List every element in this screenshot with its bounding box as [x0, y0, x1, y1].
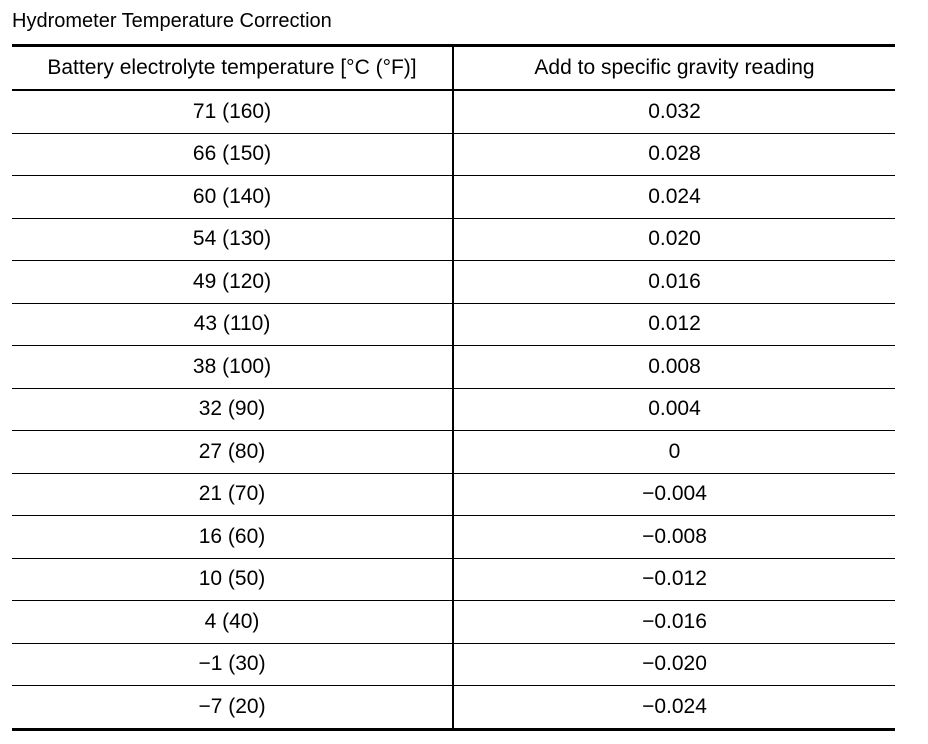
correction-cell: 0.004: [453, 388, 895, 431]
table-row: [12, 516, 895, 559]
correction-cell: 0.012: [453, 303, 895, 346]
temperature-cell: −1 (30): [12, 643, 453, 686]
table-row: [12, 303, 895, 346]
temperature-cell: 60 (140): [12, 176, 453, 219]
table-row: [12, 261, 895, 304]
header-correction: Add to specific gravity reading: [453, 46, 895, 91]
header-temperature: Battery electrolyte temperature [°C (°F)]: [12, 46, 453, 91]
document-title: Hydrometer Temperature Correction: [12, 10, 332, 32]
temperature-cell: 10 (50): [12, 558, 453, 601]
correction-cell: 0.024: [453, 176, 895, 219]
correction-cell: −0.016: [453, 601, 895, 644]
table-row: [12, 176, 895, 219]
correction-cell: −0.004: [453, 473, 895, 516]
correction-cell: −0.024: [453, 686, 895, 730]
temperature-cell: 32 (90): [12, 388, 453, 431]
temperature-cell: 21 (70): [12, 473, 453, 516]
temperature-cell: 54 (130): [12, 218, 453, 261]
table-row: [12, 346, 895, 389]
temperature-cell: 16 (60): [12, 516, 453, 559]
temperature-cell: 49 (120): [12, 261, 453, 304]
table-row: [12, 473, 895, 516]
correction-cell: 0: [453, 431, 895, 474]
temperature-cell: 4 (40): [12, 601, 453, 644]
table-row: [12, 133, 895, 176]
temperature-cell: 38 (100): [12, 346, 453, 389]
table-row: [12, 431, 895, 474]
table-row: [12, 558, 895, 601]
table-row: [12, 601, 895, 644]
correction-cell: 0.028: [453, 133, 895, 176]
table-row: [12, 218, 895, 261]
correction-cell: 0.016: [453, 261, 895, 304]
table-row: [12, 643, 895, 686]
temperature-cell: 43 (110): [12, 303, 453, 346]
temperature-cell: 71 (160): [12, 90, 453, 133]
correction-cell: 0.020: [453, 218, 895, 261]
correction-cell: −0.008: [453, 516, 895, 559]
temperature-cell: 66 (150): [12, 133, 453, 176]
correction-cell: 0.008: [453, 346, 895, 389]
correction-cell: −0.020: [453, 643, 895, 686]
correction-table: [12, 44, 895, 731]
table-row: [12, 90, 895, 133]
table-row: [12, 388, 895, 431]
table-row: [12, 686, 895, 730]
temperature-cell: 27 (80): [12, 431, 453, 474]
correction-cell: 0.032: [453, 90, 895, 133]
correction-cell: −0.012: [453, 558, 895, 601]
temperature-cell: −7 (20): [12, 686, 453, 730]
table-header-row: [12, 46, 895, 91]
correction-table-container: [12, 44, 895, 731]
